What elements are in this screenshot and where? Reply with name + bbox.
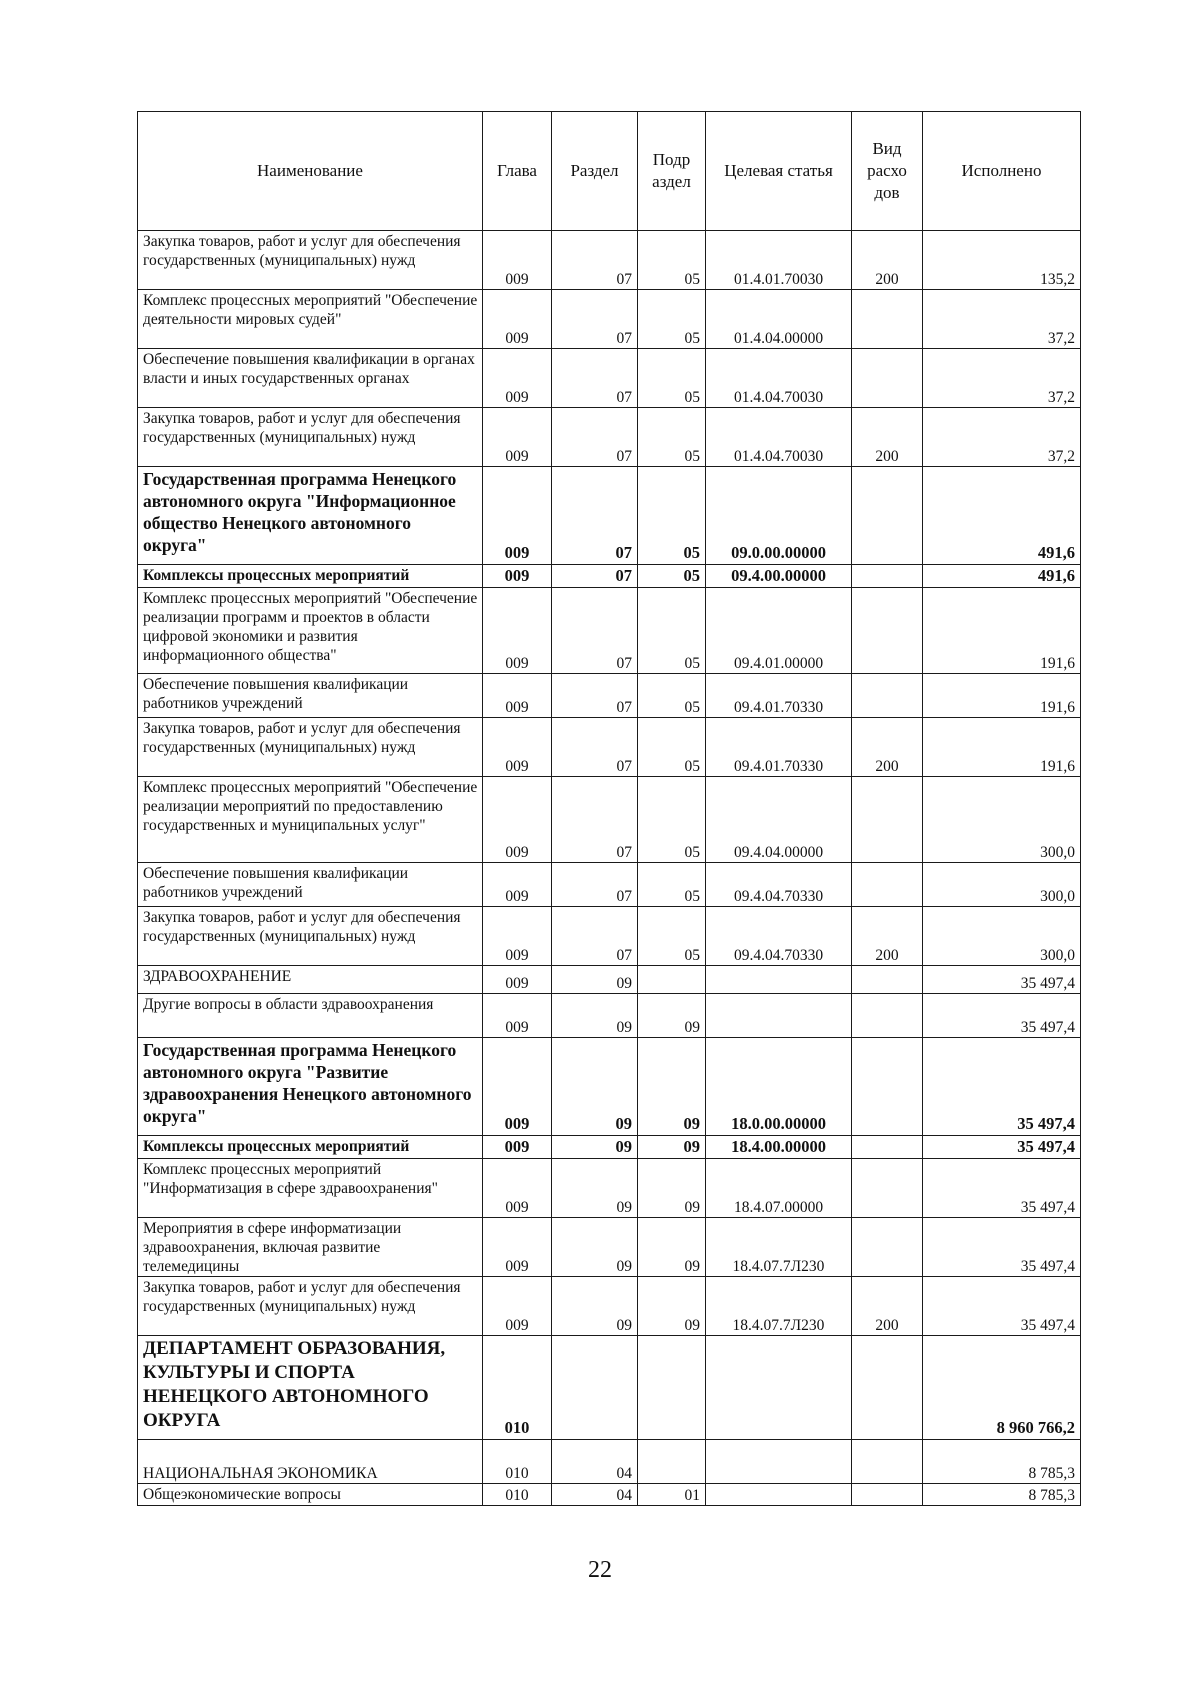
row-section: 04 [552,1440,638,1484]
table-row [138,907,1081,966]
row-section: 09 [552,1136,638,1159]
row-exp-type [852,1038,923,1136]
row-executed: 491,6 [923,467,1081,565]
header-subsection: Подр аздел [638,112,706,231]
row-target: 09.4.01.70330 [706,718,852,777]
row-chapter: 009 [483,1136,552,1159]
row-exp-type [852,777,923,863]
row-chapter: 009 [483,907,552,966]
row-section: 07 [552,565,638,588]
row-section: 07 [552,349,638,408]
row-target [706,1484,852,1506]
row-section: 07 [552,588,638,674]
row-exp-type [852,1159,923,1218]
row-section: 09 [552,1218,638,1277]
row-executed: 8 785,3 [923,1440,1081,1484]
row-section: 07 [552,408,638,467]
row-name: Закупка товаров, работ и услуг для обеспечения государственных (муниципальных) нужд [138,408,483,467]
row-section: 09 [552,1277,638,1336]
row-subsection: 05 [638,349,706,408]
row-name: Комплекс процессных мероприятий "Обеспечение реализации мероприятий по предоставлению государственных и муниципальных услуг" [138,777,483,863]
row-subsection: 05 [638,408,706,467]
row-target: 01.4.04.00000 [706,290,852,349]
row-target [706,994,852,1038]
row-name: Закупка товаров, работ и услуг для обеспечения государственных (муниципальных) нужд [138,907,483,966]
row-target: 18.4.07.7Л230 [706,1218,852,1277]
row-section: 07 [552,231,638,290]
row-subsection: 09 [638,1218,706,1277]
row-chapter: 009 [483,994,552,1038]
budget-execution-table [137,111,1081,1506]
table-row [138,1038,1081,1136]
header-name: Наименование [138,112,483,231]
table-row [138,674,1081,718]
header-section: Раздел [552,112,638,231]
row-executed: 35 497,4 [923,1136,1081,1159]
row-chapter: 009 [483,777,552,863]
row-target: 09.4.01.70330 [706,674,852,718]
table-row [138,565,1081,588]
row-name: Мероприятия в сфере информатизации здравоохранения, включая развитие телемедицины [138,1218,483,1277]
row-target [706,1336,852,1440]
row-exp-type: 200 [852,1277,923,1336]
row-chapter: 009 [483,290,552,349]
table-row [138,718,1081,777]
row-subsection [638,1336,706,1440]
row-target: 09.4.01.00000 [706,588,852,674]
row-name: Комплексы процессных мероприятий [138,565,483,588]
row-chapter: 009 [483,718,552,777]
table-row [138,777,1081,863]
row-exp-type: 200 [852,408,923,467]
row-name: Комплекс процессных мероприятий "Обеспечение деятельности мировых судей" [138,290,483,349]
row-chapter: 009 [483,966,552,994]
row-name: Закупка товаров, работ и услуг для обеспечения государственных (муниципальных) нужд [138,231,483,290]
row-chapter: 009 [483,1218,552,1277]
row-chapter: 009 [483,674,552,718]
row-executed: 8 785,3 [923,1484,1081,1506]
row-target: 09.4.04.70330 [706,907,852,966]
row-section [552,1336,638,1440]
table-row [138,966,1081,994]
row-section: 04 [552,1484,638,1506]
row-executed: 35 497,4 [923,1159,1081,1218]
row-chapter: 009 [483,467,552,565]
table-row [138,231,1081,290]
row-target: 18.4.07.00000 [706,1159,852,1218]
row-chapter: 009 [483,408,552,467]
row-section: 09 [552,1038,638,1136]
row-chapter: 009 [483,588,552,674]
row-name: Закупка товаров, работ и услуг для обеспечения государственных (муниципальных) нужд [138,718,483,777]
row-section: 07 [552,674,638,718]
table-header-row [138,112,1081,231]
row-name: ДЕПАРТАМЕНТ ОБРАЗОВАНИЯ, КУЛЬТУРЫ И СПОРТА НЕНЕЦКОГО АВТОНОМНОГО ОКРУГА [138,1336,483,1440]
row-executed: 491,6 [923,565,1081,588]
row-exp-type [852,588,923,674]
row-name: Комплекс процессных мероприятий "Информатизация в сфере здравоохранения" [138,1159,483,1218]
table-row [138,290,1081,349]
row-chapter: 010 [483,1336,552,1440]
row-executed: 300,0 [923,863,1081,907]
row-exp-type [852,966,923,994]
row-subsection: 01 [638,1484,706,1506]
row-name: ЗДРАВООХРАНЕНИЕ [138,966,483,994]
row-name: Государственная программа Ненецкого автономного округа "Развитие здравоохранения Ненецкого автономного округа" [138,1038,483,1136]
header-chapter: Глава [483,112,552,231]
row-executed: 35 497,4 [923,1218,1081,1277]
row-executed: 35 497,4 [923,994,1081,1038]
row-chapter: 009 [483,1038,552,1136]
row-exp-type: 200 [852,231,923,290]
row-target: 18.4.07.7Л230 [706,1277,852,1336]
row-exp-type [852,565,923,588]
row-exp-type [852,467,923,565]
row-executed: 35 497,4 [923,1277,1081,1336]
row-subsection: 05 [638,777,706,863]
row-subsection: 05 [638,231,706,290]
header-target-article: Целевая статья [706,112,852,231]
header-executed: Исполнено [923,112,1081,231]
row-executed: 35 497,4 [923,1038,1081,1136]
row-executed: 191,6 [923,674,1081,718]
row-executed: 135,2 [923,231,1081,290]
row-name: Другие вопросы в области здравоохранения [138,994,483,1038]
row-exp-type [852,674,923,718]
row-subsection: 09 [638,1159,706,1218]
row-name: Комплексы процессных мероприятий [138,1136,483,1159]
row-subsection: 05 [638,588,706,674]
row-executed: 8 960 766,2 [923,1336,1081,1440]
row-executed: 35 497,4 [923,966,1081,994]
table-row [138,1336,1081,1440]
row-subsection [638,966,706,994]
table-row [138,1159,1081,1218]
table-row [138,467,1081,565]
row-name: Комплекс процессных мероприятий "Обеспечение реализации программ и проектов в области цифровой экономики и развития информационного общества" [138,588,483,674]
row-chapter: 009 [483,863,552,907]
row-executed: 300,0 [923,777,1081,863]
row-exp-type: 200 [852,907,923,966]
row-subsection: 05 [638,565,706,588]
row-target: 01.4.04.70030 [706,349,852,408]
row-section: 09 [552,1159,638,1218]
row-name: Государственная программа Ненецкого автономного округа "Информационное общество Ненецкого автономного округа" [138,467,483,565]
table-row [138,588,1081,674]
row-subsection: 09 [638,1038,706,1136]
row-target: 09.4.04.00000 [706,777,852,863]
row-subsection: 09 [638,1136,706,1159]
row-subsection: 05 [638,290,706,349]
row-exp-type [852,1484,923,1506]
row-exp-type: 200 [852,718,923,777]
table-row [138,1218,1081,1277]
row-exp-type [852,1218,923,1277]
row-executed: 300,0 [923,907,1081,966]
row-name: Общеэкономические вопросы [138,1484,483,1506]
row-target: 09.4.00.00000 [706,565,852,588]
row-name: НАЦИОНАЛЬНАЯ ЭКОНОМИКА [138,1440,483,1484]
row-subsection: 05 [638,674,706,718]
row-chapter: 010 [483,1484,552,1506]
row-subsection: 05 [638,467,706,565]
row-target: 09.0.00.00000 [706,467,852,565]
row-target: 18.0.00.00000 [706,1038,852,1136]
row-name: Закупка товаров, работ и услуг для обеспечения государственных (муниципальных) нужд [138,1277,483,1336]
row-exp-type [852,1136,923,1159]
table-row [138,349,1081,408]
table-row [138,863,1081,907]
table-row [138,1136,1081,1159]
row-executed: 37,2 [923,408,1081,467]
row-section: 07 [552,467,638,565]
table-row [138,994,1081,1038]
table-row [138,408,1081,467]
row-chapter: 009 [483,1159,552,1218]
table-row [138,1440,1081,1484]
row-target: 01.4.01.70030 [706,231,852,290]
row-chapter: 009 [483,349,552,408]
row-section: 07 [552,290,638,349]
row-executed: 37,2 [923,290,1081,349]
row-subsection [638,1440,706,1484]
row-exp-type [852,1440,923,1484]
row-target: 01.4.04.70030 [706,408,852,467]
row-section: 07 [552,718,638,777]
row-name: Обеспечение повышения квалификации в органах власти и иных государственных органах [138,349,483,408]
row-subsection: 09 [638,1277,706,1336]
page-number: 22 [588,1557,612,1583]
row-section: 09 [552,966,638,994]
row-chapter: 009 [483,231,552,290]
row-exp-type [852,290,923,349]
row-section: 07 [552,863,638,907]
row-subsection: 05 [638,907,706,966]
row-executed: 37,2 [923,349,1081,408]
table-row [138,1484,1081,1506]
row-exp-type [852,1336,923,1440]
row-target: 18.4.00.00000 [706,1136,852,1159]
row-chapter: 010 [483,1440,552,1484]
header-expense-type: Вид расхо дов [852,112,923,231]
row-subsection: 09 [638,994,706,1038]
row-target: 09.4.04.70330 [706,863,852,907]
budget-table-sheet [137,111,1080,1506]
row-subsection: 05 [638,863,706,907]
row-name: Обеспечение повышения квалификации работников учреждений [138,674,483,718]
row-section: 09 [552,994,638,1038]
row-target [706,1440,852,1484]
row-chapter: 009 [483,1277,552,1336]
row-section: 07 [552,907,638,966]
row-target [706,966,852,994]
row-exp-type [852,994,923,1038]
table-row [138,1277,1081,1336]
row-section: 07 [552,777,638,863]
row-chapter: 009 [483,565,552,588]
row-subsection: 05 [638,718,706,777]
row-exp-type [852,863,923,907]
row-exp-type [852,349,923,408]
row-executed: 191,6 [923,588,1081,674]
row-executed: 191,6 [923,718,1081,777]
row-name: Обеспечение повышения квалификации работников учреждений [138,863,483,907]
